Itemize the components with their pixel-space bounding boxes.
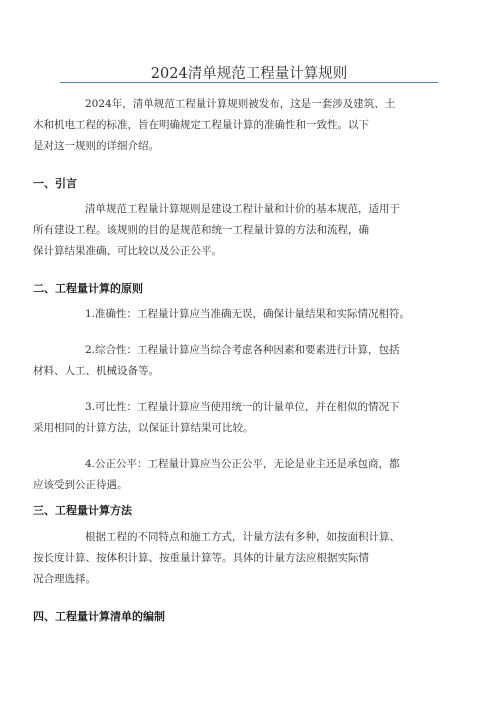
- document-title: 2024清单规范工程量计算规则: [150, 66, 348, 82]
- section-1-p1-line-3: 保计算结果准确、可比较以及公正公平。: [33, 245, 222, 257]
- section-1-heading: 一、引言: [33, 177, 77, 190]
- section-2-paragraph-2: [33, 340, 445, 382]
- section-3-paragraph-1: [33, 527, 445, 590]
- section-2-paragraph-4: [33, 454, 445, 496]
- section-2-p1-line-1: 1.准确性：工程量计算应当准确无误，确保计量结果和实际情况相符。: [85, 308, 411, 320]
- section-2-p3-line-1: 3.可比性：工程量计算应当使用统一的计量单位，并在相似的情况下: [85, 401, 400, 413]
- section-1-paragraph-1: [33, 199, 445, 262]
- intro-paragraph: [33, 94, 445, 157]
- title-underline: [60, 82, 438, 83]
- section-2-paragraph-3: [33, 397, 445, 439]
- section-2-p2-line-1: 2.综合性：工程量计算应当综合考虑各种因素和要素进行计算，包括: [85, 344, 400, 356]
- section-4-heading: 四、工程量计算清单的编制: [33, 610, 165, 623]
- section-2-p3-line-2: 采用相同的计算方法，以保证计算结果可比较。: [33, 422, 254, 434]
- section-3-p1-line-1: 根据工程的不同特点和施工方式，计量方法有多种，如按面积计算、: [85, 531, 400, 543]
- intro-line-1: 2024年，清单规范工程量计算规则被发布，这是一套涉及建筑、土: [85, 98, 396, 110]
- section-2-heading: 二、工程量计算的原则: [33, 282, 143, 295]
- section-1-p1-line-2: 所有建设工程。该规则的目的是规范和统一工程量计算的方法和流程，确: [33, 224, 369, 236]
- section-3-p1-line-2: 按长度计算、按体积计算、按重量计算等。具体的计量方法应根据实际情: [33, 552, 369, 564]
- section-2-p4-line-1: 4.公正公平：工程量计算应当公正公平，无论是业主还是承包商，都: [85, 458, 400, 470]
- section-2-p2-line-2: 材料、人工、机械设备等。: [33, 365, 159, 377]
- intro-line-2: 木和机电工程的标准，旨在明确规定工程量计算的准确性和一致性。以下: [33, 119, 369, 131]
- section-3-heading: 三、工程量计算方法: [33, 504, 132, 517]
- section-2-paragraph-1: [33, 304, 445, 325]
- intro-line-3: 是对这一规则的详细介绍。: [33, 140, 159, 152]
- section-1-p1-line-1: 清单规范工程量计算规则是建设工程计量和计价的基本规范，适用于: [85, 203, 400, 215]
- section-2-p4-line-2: 应该受到公正待遇。: [33, 479, 128, 491]
- section-3-p1-line-3: 况合理选择。: [33, 573, 96, 585]
